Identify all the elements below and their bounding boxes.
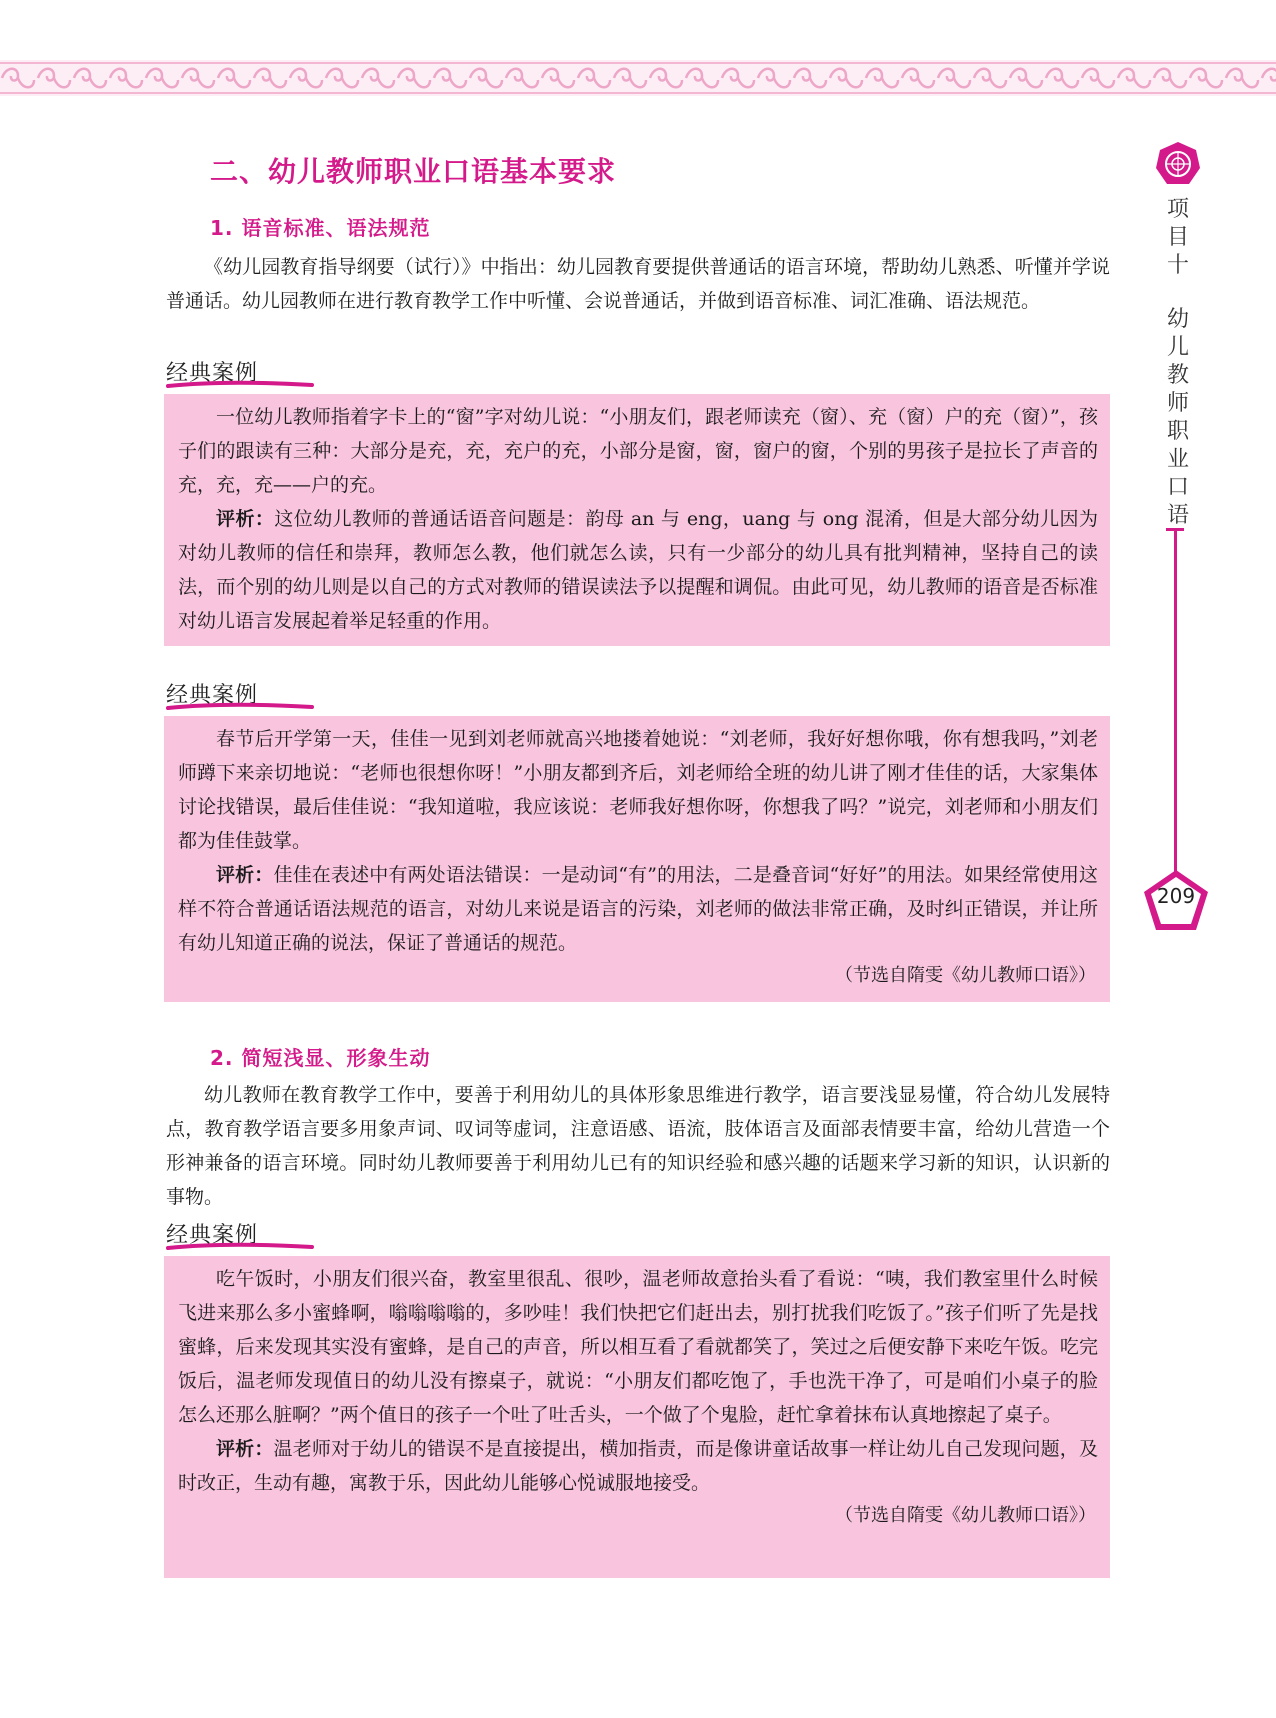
comment-label: 评析： <box>216 864 274 886</box>
case-3-comment-text: 温老师对于幼儿的错误不是直接提出，横加指责，而是像讲童话故事一样让幼儿自己发现问题，及时改正，生动有趣，寓教于乐，因此幼儿能够心悦诚服地接受。 <box>178 1438 1098 1494</box>
case-1-comment <box>178 502 1098 638</box>
case-2-text: 春节后开学第一天，佳佳一见到刘老师就高兴地搂着她说：“刘老师，我好好想你哦，你有想我吗，”刘老师蹲下来亲切地说：“老师也很想你呀！”小朋友都到齐后，刘老师给全班的幼儿讲了刚才佳佳的话，大家集体讨论找错误，最后佳佳说：“我知道啦，我应该说：老师我好想你呀，你想我了吗？”说完，刘老师和小朋友们都为佳佳鼓掌。 <box>178 728 1098 852</box>
side-chapter-label: 幼儿教师职业口语 <box>1166 307 1189 528</box>
case-1-text: 一位幼儿教师指着字卡上的“窗”字对幼儿说：“小朋友们，跟老师读充（窗）、充（窗）户的充（窗）”，孩子们的跟读有三种：大部分是充，充，充户的充，小部分是窗，窗，窗户的窗，个别的男孩子是拉长了声音的充，充，充——户的充。 <box>178 406 1098 496</box>
brush-underline-icon <box>166 378 316 392</box>
brush-underline-icon <box>166 700 316 714</box>
subsection-2-paragraph: 幼儿教师在教育教学工作中，要善于利用幼儿的具体形象思维进行教学，语言要浅显易懂，符合幼儿发展特点，教育教学语言要多用象声词、叹词等虚词，注意语感、语流，肢体语言及面部表情要丰富，给幼儿营造一个形神兼备的语言环境。同时幼儿教师要善于利用幼儿已有的知识经验和感兴趣的话题来学习新的知识，认识新的事物。 <box>166 1084 1110 1208</box>
subsection-title-1: 1. 语音标准、语法规范 <box>210 216 431 240</box>
brush-underline-icon <box>166 1240 316 1254</box>
case-box-3 <box>164 1256 1110 1578</box>
case-3-text: 吃午饭时，小朋友们很兴奋，教室里很乱、很吵，温老师故意抬头看了看说：“咦，我们教室里什么时候飞进来那么多小蜜蜂啊，嗡嗡嗡嗡的，多吵哇！我们快把它们赶出去，别打扰我们吃饭了。”孩子们听了先是找蜜蜂，后来发现其实没有蜜蜂，是自己的声音，所以相互看了看就都笑了，笑过之后便安静下来吃午饭。吃完饭后，温老师发现值日的幼儿没有擦桌子，就说：“小朋友们都吃饱了，手也洗干净了，可是咱们小桌子的脸怎么还那么脏啊？”两个值日的孩子一个吐了吐舌头，一个做了个鬼脸，赶忙拿着抹布认真地擦起了桌子。 <box>178 1268 1098 1426</box>
case-3-comment <box>178 1432 1098 1500</box>
subsection-1-paragraph: 《幼儿园教育指导纲要（试行）》中指出：幼儿园教育要提供普通话的语言环境，帮助幼儿熟悉、听懂并学说普通话。幼儿园教师在进行教育教学工作中听懂、会说普通话，并做到语音标准、词汇准确、语法规范。 <box>166 256 1110 312</box>
case-2-comment-text: 佳佳在表述中有两处语法错误：一是动词“有”的用法，二是叠音词“好好”的用法。如果经常使用这样不符合普通话语法规范的语言，对幼儿来说是语言的污染，刘老师的做法非常正确，及时纠正错误，并让所有幼儿知道正确的说法，保证了普通话的规范。 <box>178 864 1098 954</box>
case-2-comment <box>178 858 1098 960</box>
case-3-source: （节选自隋雯《幼儿教师口语》） <box>835 1505 1096 1526</box>
section-title: 二、幼儿教师职业口语基本要求 <box>210 155 617 188</box>
chapter-ornament-icon <box>1154 140 1202 188</box>
case-label-text: 经典案例 <box>166 683 259 708</box>
case-label-3 <box>166 1218 316 1252</box>
page-number: 209 <box>1156 884 1196 908</box>
case-label-text: 经典案例 <box>166 1223 259 1248</box>
side-vertical-line <box>1174 528 1177 872</box>
case-1-comment-text: 这位幼儿教师的普通话语音问题是：韵母 an 与 eng，uang 与 ong 混淆，但是大部分幼儿因为对幼儿教师的信任和崇拜，教师怎么教，他们就怎么读，只有一少部分的幼儿具有批判精神，坚持自己的读法，而个别的幼儿则是以自己的方式对教师的错误读法予以提醒和调侃。由此可见，幼儿教师的语音是否标准对幼儿语言发展起着举足轻重的作用。 <box>178 508 1098 632</box>
case-label-2 <box>166 678 316 712</box>
case-label-text: 经典案例 <box>166 361 259 386</box>
comment-label: 评析： <box>216 508 275 530</box>
subsection-title-2: 2. 简短浅显、形象生动 <box>210 1046 431 1070</box>
top-decorative-border <box>0 60 1276 96</box>
case-box-1 <box>164 394 1110 646</box>
comment-label: 评析： <box>216 1438 274 1460</box>
side-project-label: 项目十 <box>1166 197 1189 278</box>
case-label-1 <box>166 356 316 390</box>
case-box-2 <box>164 716 1110 1002</box>
case-2-source: （节选自隋雯《幼儿教师口语》） <box>835 965 1096 986</box>
